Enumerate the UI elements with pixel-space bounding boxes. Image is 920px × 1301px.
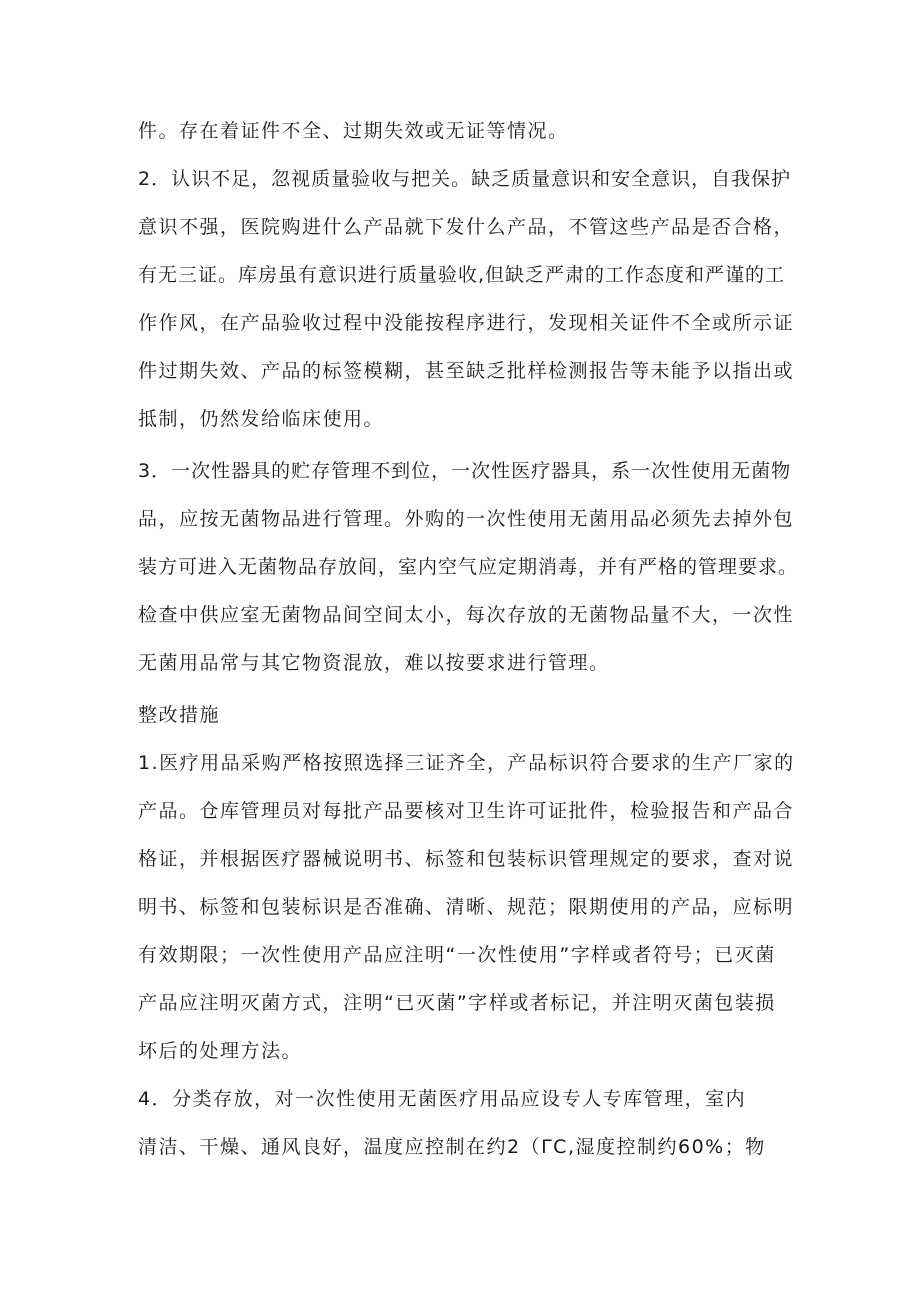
text-line: 有无三证。库房虽有意识进行质量验收,但缺乏严肃的工作态度和严谨的工 bbox=[138, 264, 786, 286]
text-line: 抵制，仍然发给临床使用。 bbox=[138, 408, 385, 430]
text-line: 无菌用品常与其它物资混放，难以按要求进行管理。 bbox=[138, 652, 610, 674]
text-line: 作作风，在产品验收过程中没能按程序进行，发现相关证件不全或所示证 bbox=[138, 312, 795, 334]
text-line: 有效期限；一次性使用产品应注明“一次性使用”字样或者符号；已灭菌 bbox=[138, 944, 776, 966]
text-line: 格证，并根据医疗器械说明书、标签和包装标识管理规定的要求，查对说 bbox=[138, 848, 795, 870]
text-line: 产品。仓库管理员对每批产品要核对卫生许可证批件，检验报告和产品合 bbox=[138, 800, 795, 822]
text-line: 检查中供应室无菌物品间空间太小，每次存放的无菌物品量不大，一次性 bbox=[138, 604, 795, 626]
text-line: 件。存在着证件不全、过期失效或无证等情况。 bbox=[138, 120, 569, 142]
text-line: 意识不强，医院购进什么产品就下发什么产品，不管这些产品是否合格， bbox=[138, 216, 795, 238]
text-line: 产品应注明灭菌方式，注明“已灭菌”字样或者标记，并注明灭菌包装损 bbox=[138, 992, 776, 1014]
text-line: 装方可进入无菌物品存放间，室内空气应定期消毒，并有严格的管理要求。 bbox=[138, 556, 799, 578]
section-heading: 整改措施 bbox=[138, 704, 221, 726]
text-line: 品，应按无菌物品进行管理。外购的一次性使用无菌用品必须先去掉外包 bbox=[138, 508, 795, 530]
text-line: 坏后的处理方法。 bbox=[138, 1040, 303, 1062]
text-line: 4．分类存放，对一次性使用无菌医疗用品应设专人专库管理，室内 bbox=[138, 1088, 747, 1110]
text-line: 2．认识不足，忽视质量验收与把关。缺乏质量意识和安全意识，自我保护 bbox=[138, 168, 792, 190]
text-line: 清洁、干燥、通风良好，温度应控制在约2（ΓC,湿度控制约60%；物 bbox=[138, 1136, 766, 1158]
text-line: 明书、标签和包装标识是否准确、清晰、规范；限期使用的产品，应标明 bbox=[138, 896, 795, 918]
text-line: 1.医疗用品采购严格按照选择三证齐全，产品标识符合要求的生产厂家的 bbox=[138, 752, 795, 774]
text-line: 3．一次性器具的贮存管理不到位，一次性医疗器具，系一次性使用无菌物 bbox=[138, 460, 792, 482]
text-line: 件过期失效、产品的标签模糊，甚至缺乏批样检测报告等未能予以指出或 bbox=[138, 360, 795, 382]
